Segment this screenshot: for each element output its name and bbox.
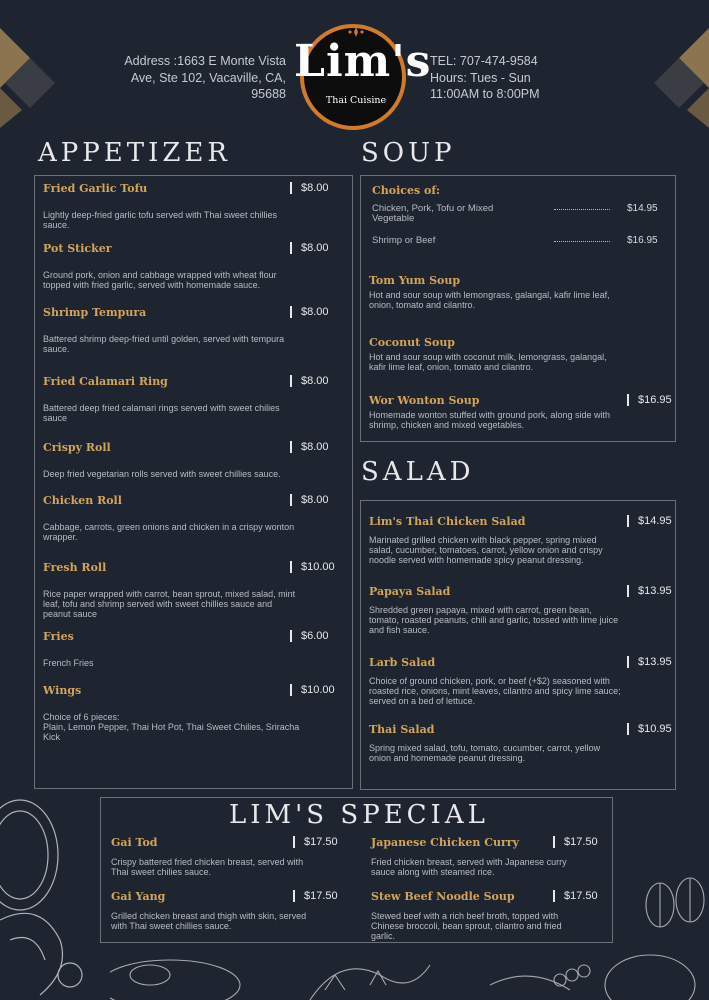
- item-name: Fried Calamari Ring: [43, 375, 168, 388]
- item-description: Marinated grilled chicken with black pepper, spring mixed salad, cucumber, tomatoes, carrot, yellow onion and crispy noodle served with homemade spicy peanut dressing.: [369, 535, 603, 565]
- item-description: Choice of ground chicken, pork, or beef (+$2) seasoned with roasted rice, onions, mint leaves, cilantro and spicy lime sauce; served on a bed of lettuce.: [369, 676, 621, 706]
- item-name: Pot Sticker: [43, 242, 112, 255]
- item-name: Chicken Roll: [43, 494, 122, 507]
- item-name: Lim's Thai Chicken Salad: [369, 515, 526, 528]
- item-description: Ground pork, onion and cabbage wrapped with wheat flour topped with fried garlic, served with homemade sauce.: [43, 270, 277, 290]
- item-description: Battered shrimp deep-fried until golden, served with tempura sauce.: [43, 334, 285, 354]
- item-price: $17.50: [293, 836, 338, 848]
- item-price: $8.00: [290, 306, 329, 318]
- item-description: Crispy battered fried chicken breast, served with Thai sweet chilies sauce.: [111, 857, 304, 877]
- item-description: Lightly deep-fried garlic tofu served with Thai sweet chillies sauce.: [43, 210, 277, 230]
- special-panel: [100, 797, 613, 943]
- corner-diamond-left: [0, 28, 60, 128]
- hours-days: Hours: Tues - Sun: [430, 70, 531, 85]
- soup-panel: [360, 175, 676, 442]
- item-price: $13.95: [627, 585, 672, 597]
- phone: TEL: 707-474-9584: [430, 54, 538, 68]
- hours-time: 11:00AM to 8:00PM: [430, 87, 540, 101]
- item-name: Larb Salad: [369, 656, 436, 669]
- item-name: Gai Yang: [111, 890, 166, 903]
- item-name: Japanese Chicken Curry: [371, 836, 519, 849]
- item-description: Cabbage, carrots, green onions and chicken in a crispy wonton wrapper.: [43, 522, 295, 542]
- special-title: LIM'S SPECIAL: [229, 800, 489, 830]
- item-name: Fries: [43, 630, 74, 643]
- item-name: Tom Yum Soup: [369, 274, 461, 287]
- item-price: $17.50: [293, 890, 338, 902]
- item-price: $8.00: [290, 375, 329, 387]
- item-name: Shrimp Tempura: [43, 306, 147, 319]
- logo-text: Lim's: [294, 36, 432, 87]
- item-description: Stewed beef with a rich beef broth, topped with Chinese broccoli, bean sprout, cilantro and fried garlic.: [371, 911, 562, 941]
- restaurant-logo: [290, 22, 432, 134]
- item-name: Thai Salad: [369, 723, 435, 736]
- logo-subtitle: Thai Cuisine: [325, 95, 387, 106]
- item-description: Rice paper wrapped with carrot, bean sprout, mixed salad, mint leaf, tofu and shrimp served with sweet chillies sauce and peanut sauce: [43, 589, 296, 619]
- appetizer-title: APPETIZER: [38, 138, 231, 168]
- item-description: Grilled chicken breast and thigh with skin, served with Thai sweet chillies sauce.: [111, 911, 307, 931]
- item-price: $10.95: [627, 723, 672, 735]
- soup-title: SOUP: [361, 138, 456, 168]
- contact-info: [430, 53, 580, 103]
- corner-diamond-right: [649, 28, 709, 128]
- item-name: Wor Wonton Soup: [369, 394, 480, 407]
- soup-choice: Shrimp or Beef $16.95: [372, 235, 658, 246]
- item-price: $13.95: [627, 656, 672, 668]
- item-price: $16.95: [627, 394, 672, 406]
- item-price: $10.00: [290, 561, 335, 573]
- item-name: Fresh Roll: [43, 561, 107, 574]
- item-name: Fried Garlic Tofu: [43, 182, 148, 195]
- address: Address :1663 E Monte Vista Ave, Ste 102, Vacaville, CA, 95688: [124, 54, 286, 101]
- salad-panel: [360, 500, 676, 790]
- item-price: $8.00: [290, 242, 329, 254]
- item-price: $6.00: [290, 630, 329, 642]
- item-name: Papaya Salad: [369, 585, 451, 598]
- item-price: $17.50: [553, 890, 598, 902]
- item-description: Choice of 6 pieces: Plain, Lemon Pepper, Thai Hot Pot, Thai Sweet Chilies, Sriracha Kick: [43, 712, 300, 742]
- item-name: Gai Tod: [111, 836, 158, 849]
- food-sketch-bottom: [110, 945, 709, 1000]
- appetizer-panel: [34, 175, 353, 789]
- item-description: Spring mixed salad, tofu, tomato, cucumber, carrot, yellow onion and homemade peanut dressing.: [369, 743, 601, 763]
- item-description: Hot and sour soup with coconut milk, lemongrass, galangal, kafir lime leaf, onion, tomato and cilantro.: [369, 352, 607, 372]
- item-price: $10.00: [290, 684, 335, 696]
- item-description: French Fries: [43, 658, 94, 668]
- food-sketch-left: [0, 790, 100, 1000]
- soup-choices-title: Choices of:: [372, 184, 441, 197]
- food-sketch-right: [600, 860, 709, 950]
- soup-choice: Chicken, Pork, Tofu or Mixed Vegetable $14.95: [372, 203, 658, 224]
- salad-title: SALAD: [361, 457, 475, 487]
- item-name: Stew Beef Noodle Soup: [371, 890, 515, 903]
- item-description: Hot and sour soup with lemongrass, galangal, kafir lime leaf, onion, tomato and cilantro.: [369, 290, 610, 310]
- item-name: Coconut Soup: [369, 336, 456, 349]
- item-price: $8.00: [290, 182, 329, 194]
- item-description: Homemade wonton stuffed with ground pork, along side with shrimp, chicken and mixed vegetables.: [369, 410, 610, 430]
- item-description: Battered deep fried calamari rings served with sweet chilies sauce: [43, 403, 280, 423]
- item-price: $14.95: [627, 515, 672, 527]
- item-price: $17.50: [553, 836, 598, 848]
- item-description: Deep fried vegetarian rolls served with sweet chillies sauce.: [43, 469, 281, 479]
- item-name: Wings: [43, 684, 82, 697]
- item-description: Fried chicken breast, served with Japanese curry sauce along with steamed rice.: [371, 857, 567, 877]
- item-price: $8.00: [290, 441, 329, 453]
- item-price: $8.00: [290, 494, 329, 506]
- item-name: Crispy Roll: [43, 441, 111, 454]
- item-description: Shredded green papaya, mixed with carrot, green bean, tomato, roasted peanuts, chili and garlic, tossed with lime juice and fish sauce.: [369, 605, 619, 635]
